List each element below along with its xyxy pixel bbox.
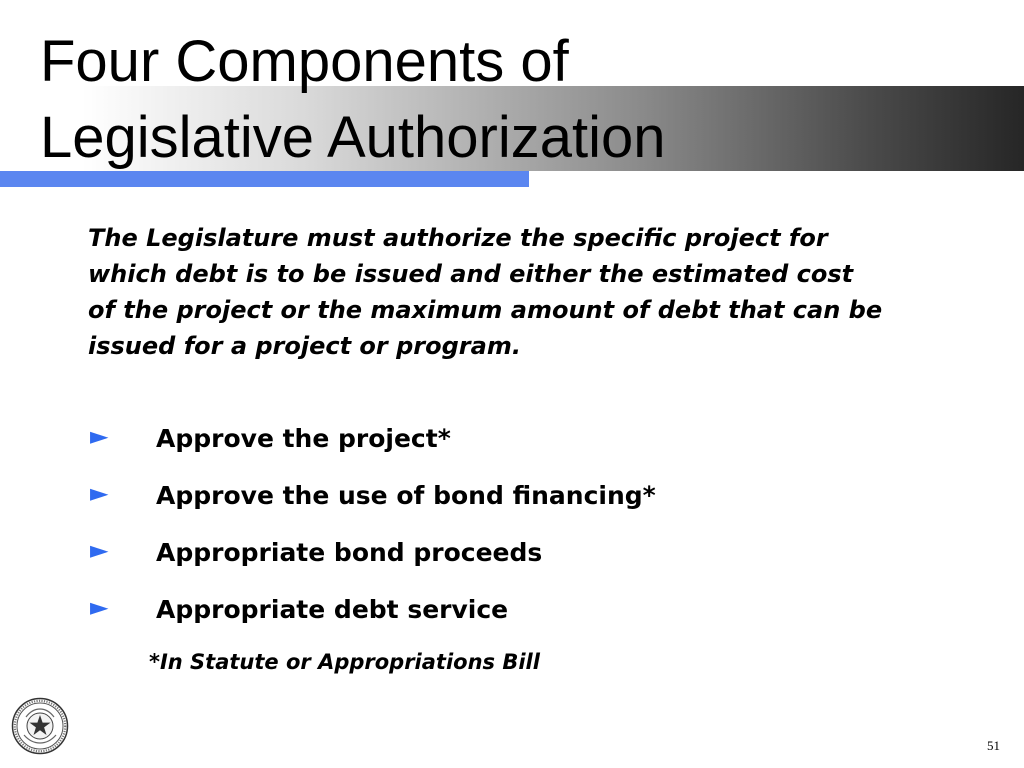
slide-title	[40, 24, 666, 176]
bullet-list	[88, 418, 888, 646]
triangle-right-icon: ►	[90, 536, 109, 564]
intro-paragraph: The Legislature must authorize the specific project for which debt is to be issued and either the estimated cost of the project or the maximum amount of debt that can be issued for a project or program.	[88, 224, 883, 360]
triangle-right-icon: ►	[90, 422, 109, 450]
footnote: *In Statute or Appropriations Bill	[149, 650, 540, 674]
title-line-2: Legislative Authorization	[40, 105, 666, 170]
bullet-item	[88, 589, 888, 646]
bullet-text: Appropriate bond proceeds	[156, 538, 543, 567]
title-line-1: Four Components of	[40, 29, 569, 94]
bullet-text: Approve the project*	[156, 424, 451, 453]
bullet-text: Appropriate debt service	[156, 595, 509, 624]
bullet-item	[88, 418, 888, 475]
bullet-text: Approve the use of bond financing*	[156, 481, 656, 510]
state-seal-logo	[11, 697, 69, 755]
triangle-right-icon: ►	[90, 479, 109, 507]
page-number: 51	[987, 738, 1000, 753]
bullet-item	[88, 532, 888, 589]
triangle-right-icon: ►	[90, 593, 109, 621]
bullet-item	[88, 475, 888, 532]
